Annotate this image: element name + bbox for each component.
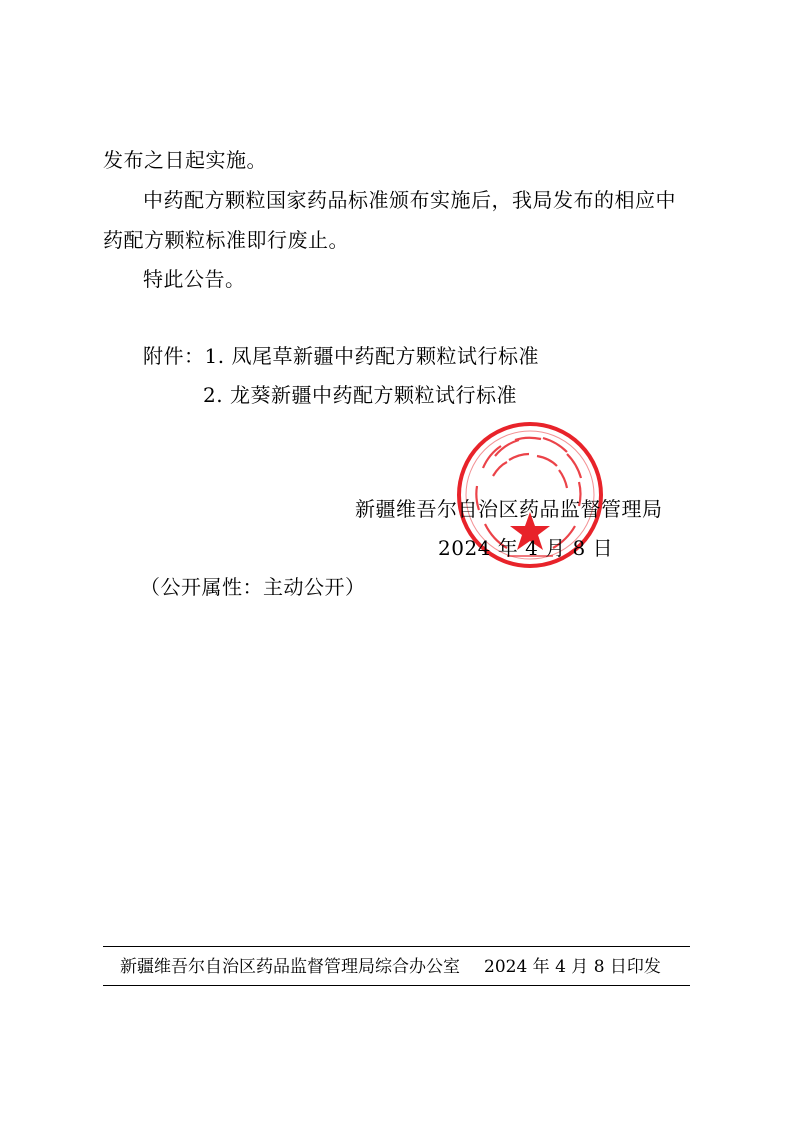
body-paragraph-line-2: 药配方颗粒标准即行废止。 bbox=[103, 228, 349, 252]
body-line-1: 发布之日起实施。 bbox=[103, 148, 267, 172]
body-paragraph-line-1: 中药配方颗粒国家药品标准颁布实施后，我局发布的相应中 bbox=[143, 188, 676, 212]
footer-top-rule bbox=[103, 946, 690, 947]
attachment-prefix: 附件： bbox=[143, 344, 205, 368]
footer-issue-date: 2024 年 4 月 8 日印发 bbox=[484, 957, 661, 977]
footer-issuer-line bbox=[120, 955, 661, 979]
signature-date: 2024 年 4 月 8 日 bbox=[438, 536, 614, 560]
attachment-item-1: 1. 凤尾草新疆中药配方颗粒试行标准 bbox=[204, 344, 539, 368]
notice-line: 特此公告。 bbox=[143, 267, 246, 291]
attachment-row-1 bbox=[143, 343, 539, 369]
footer-issuer: 新疆维吾尔自治区药品监督管理局综合办公室 bbox=[120, 957, 460, 977]
disclosure-attribute: （公开属性：主动公开） bbox=[140, 575, 366, 599]
signature-org: 新疆维吾尔自治区药品监督管理局 bbox=[355, 497, 663, 521]
footer-bottom-rule bbox=[103, 985, 690, 986]
attachment-item-2: 2. 龙葵新疆中药配方颗粒试行标准 bbox=[203, 383, 517, 407]
